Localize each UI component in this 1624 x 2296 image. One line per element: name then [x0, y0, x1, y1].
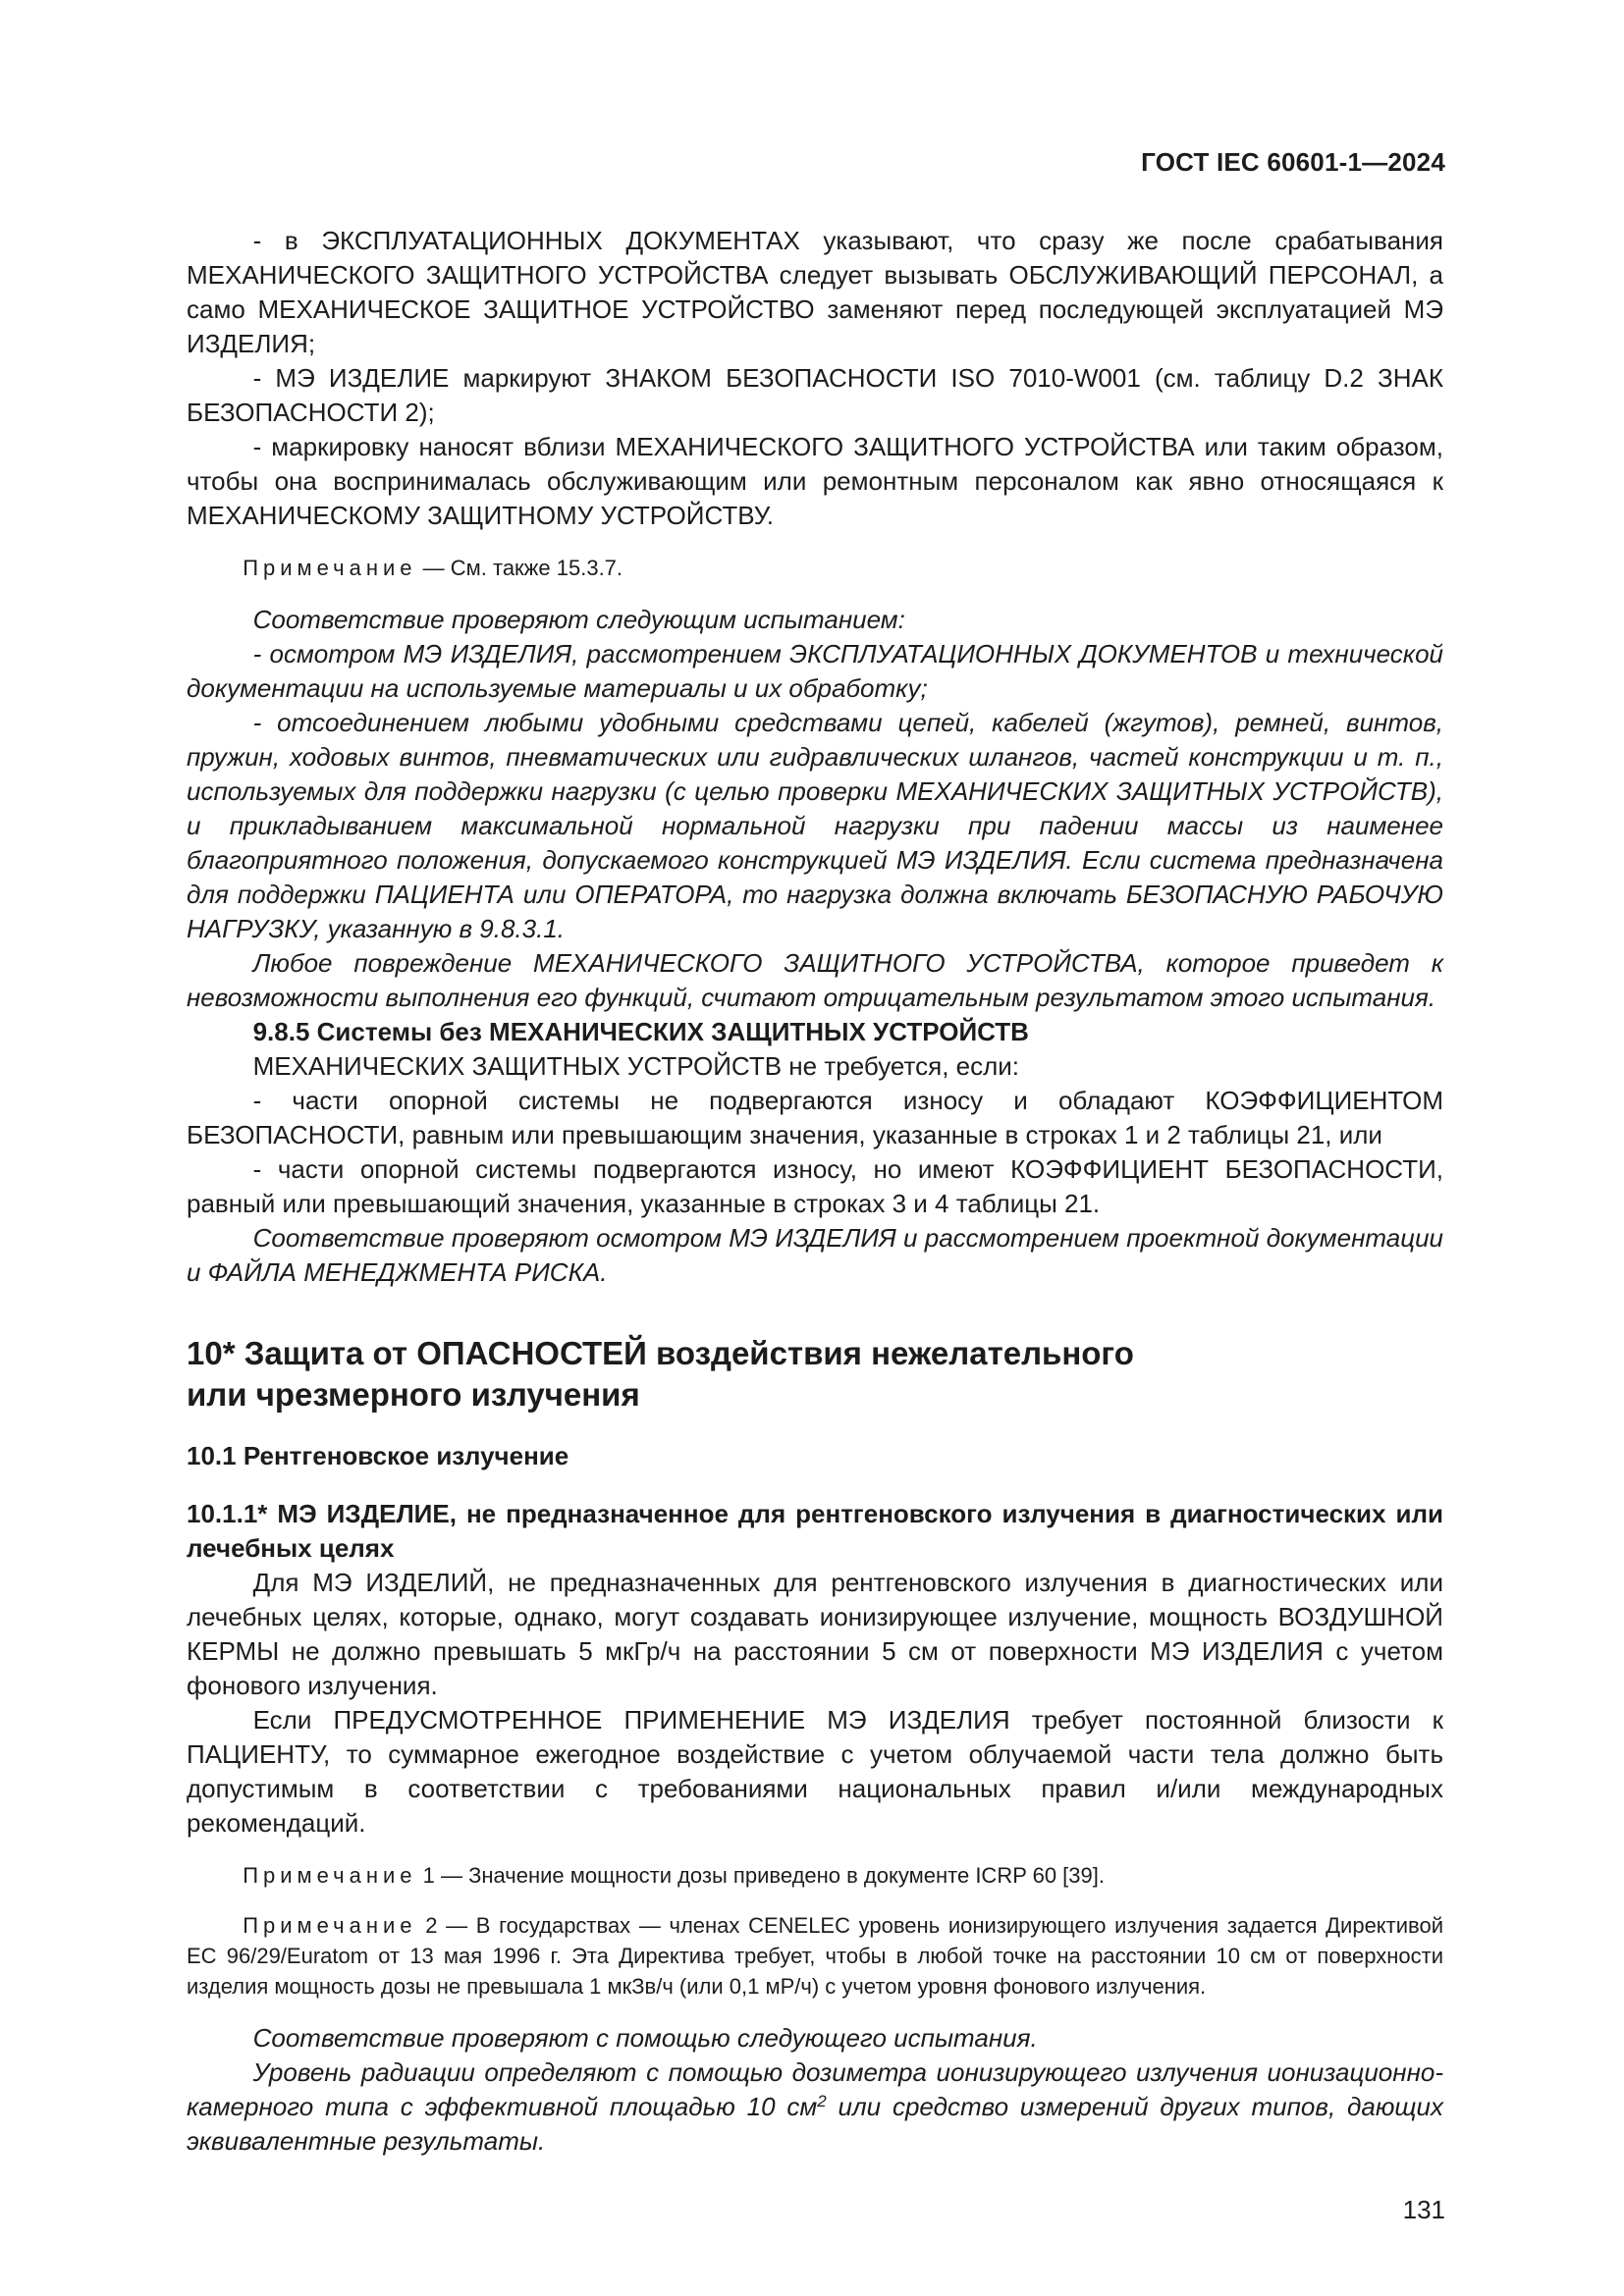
compliance-item: - осмотром МЭ ИЗДЕЛИЯ, рассмотрением ЭКСПЛУАТАЦИОННЫХ ДОКУМЕНТОВ и технической документации на используемые материалы и их обработку;	[187, 639, 1443, 703]
list-item: - МЭ ИЗДЕЛИЕ маркируют ЗНАКОМ БЕЗОПАСНОСТИ ISO 7010-W001 (см. таблицу D.2 ЗНАК БЕЗОПАСНОСТИ 2);	[187, 363, 1443, 427]
page-content	[187, 224, 1443, 2159]
compliance-text	[187, 2056, 1443, 2159]
compliance-text-part: Уровень радиации определяют с помощью дозиметра ионизирующего излучения ионизационно-камерного типа с эффективной площадью 10 см	[187, 2057, 1443, 2121]
list-item: - маркировку наносят вблизи МЕХАНИЧЕСКОГО ЗАЩИТНОГО УСТРОЙСТВА или таким образом, чтобы она воспринималась обслуживающим или ремонтным персоналом как явно относящаяся к МЕХАНИЧЕСКОМУ ЗАЩИТНОМУ УСТРОЙСТВУ.	[187, 432, 1443, 530]
section-heading-9-8-5: 9.8.5 Системы без МЕХАНИЧЕСКИХ ЗАЩИТНЫХ УСТРОЙСТВ	[252, 1017, 1029, 1046]
compliance-title: Соответствие проверяют с помощью следующего испытания.	[252, 2023, 1038, 2053]
note-text: 2 — В государствах — членах CENELEC уровень ионизирующего излучения задается Директивой ЕС 96/29/Euratom от 13 мая 1996 г. Эта Директива требует, чтобы в любой точке на расстоянии 10 см от поверхности изделия мощность дозы не превышала 1 мкЗв/ч (или 0,1 мР/ч) с учетом уровня фонового излучения.	[187, 1913, 1443, 1999]
section-heading-10-1-1: 10.1.1* МЭ ИЗДЕЛИЕ, не предназначенное для рентгеновского излучения в диагностических или лечебных целях	[187, 1499, 1443, 1563]
document-header: ГОСТ IEC 60601-1—2024	[1141, 147, 1445, 177]
compliance-item: - отсоединением любыми удобными средствами цепей, кабелей (жгутов), ремней, винтов, пружин, ходовых винтов, пневматических или гидравлических шлангов, частей конструкции и т. п., используемых для поддержки нагрузки (с целью проверки МЕХАНИЧЕСКИХ ЗАЩИТНЫХ УСТРОЙСТВ), и прикладыванием максимальной нормальной нагрузки при падении массы из наименее благоприятного положения, допускаемого конструкцией МЭ ИЗДЕЛИЯ. Если система предназначена для поддержки ПАЦИЕНТА или ОПЕРАТОРА, то нагрузка должна включать БЕЗОПАСНУЮ РАБОЧУЮ НАГРУЗКУ, указанную в 9.8.3.1.	[187, 708, 1443, 943]
paragraph: Для МЭ ИЗДЕЛИЙ, не предназначенных для рентгеновского излучения в диагностических или лечебных целях, которые, однако, могут создавать ионизирующее излучение, мощность ВОЗДУШНОЙ КЕРМЫ не должно превышать 5 мкГр/ч на расстоянии 5 см от поверхности МЭ ИЗДЕЛИЯ с учетом фонового излучения.	[187, 1568, 1443, 1700]
superscript: 2	[817, 2092, 827, 2110]
note-label: Примечание	[243, 556, 417, 580]
compliance-title: Соответствие проверяют следующим испытанием:	[252, 605, 905, 634]
compliance-text: Соответствие проверяют осмотром МЭ ИЗДЕЛИЯ и рассмотрением проектной документации и ФАЙЛА МЕНЕДЖМЕНТА РИСКА.	[187, 1223, 1443, 1287]
section-heading-10-1: 10.1 Рентгеновское излучение	[187, 1441, 569, 1470]
list-item: - части опорной системы не подвергаются износу и обладают КОЭФФИЦИЕНТОМ БЕЗОПАСНОСТИ, равным или превышающим значения, указанные в строках 1 и 2 таблицы 21, или	[187, 1086, 1443, 1149]
list-item: - части опорной системы подвергаются износу, но имеют КОЭФФИЦИЕНТ БЕЗОПАСНОСТИ, равный или превышающий значения, указанные в строках 3 и 4 таблицы 21.	[187, 1154, 1443, 1218]
note	[187, 1860, 1443, 1891]
note-label: Примечание	[243, 1913, 417, 1938]
note	[187, 1910, 1443, 2002]
note-text: — См. также 15.3.7.	[416, 556, 623, 580]
page-number: 131	[1402, 2195, 1445, 2224]
note-label: Примечание	[243, 1863, 417, 1888]
section-heading-10	[187, 1333, 1443, 1415]
section-heading-10-line1: 10* Защита от ОПАСНОСТЕЙ воздействия нежелательного	[187, 1335, 1134, 1371]
compliance-item: Любое повреждение МЕХАНИЧЕСКОГО ЗАЩИТНОГО УСТРОЙСТВА, которое приведет к невозможности выполнения его функций, считают отрицательным результатом этого испытания.	[187, 948, 1443, 1012]
compliance-text-part: или средство измерений других типов, дающих эквивалентные результаты.	[187, 2092, 1443, 2156]
note	[187, 553, 1443, 583]
note-text: 1 — Значение мощности дозы приведено в документе ICRP 60 [39].	[416, 1863, 1105, 1888]
paragraph: Если ПРЕДУСМОТРЕННОЕ ПРИМЕНЕНИЕ МЭ ИЗДЕЛИЯ требует постоянной близости к ПАЦИЕНТУ, то суммарное ежегодное воздействие с учетом облучаемой части тела должно быть допустимым в соответствии с требованиями национальных правил и/или международных рекомендаций.	[187, 1705, 1443, 1838]
section-intro: МЕХАНИЧЕСКИХ ЗАЩИТНЫХ УСТРОЙСТВ не требуется, если:	[252, 1051, 1020, 1081]
list-item: - в ЭКСПЛУАТАЦИОННЫХ ДОКУМЕНТАХ указывают, что сразу же после срабатывания МЕХАНИЧЕСКОГО ЗАЩИТНОГО УСТРОЙСТВА следует вызывать ОБСЛУЖИВАЮЩИЙ ПЕРСОНАЛ, а само МЕХАНИЧЕСКОЕ ЗАЩИТНОЕ УСТРОЙСТВО заменяют перед последующей эксплуатацией МЭ ИЗДЕЛИЯ;	[187, 226, 1443, 358]
section-heading-10-line2: или чрезмерного излучения	[187, 1376, 640, 1413]
